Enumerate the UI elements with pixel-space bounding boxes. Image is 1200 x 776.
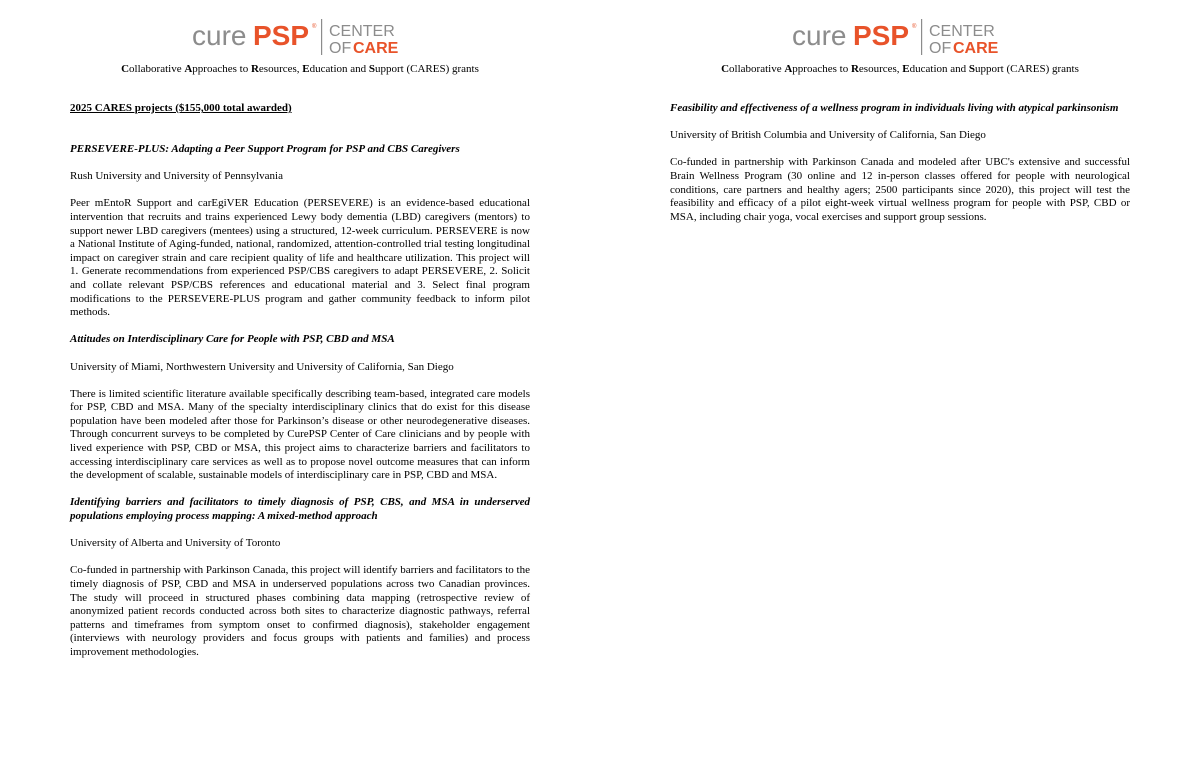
logo-center-text: CENTER xyxy=(929,23,995,40)
tagline-initial: E xyxy=(302,63,310,75)
project-block xyxy=(70,496,530,659)
project-description: Co-funded in partnership with Parkinson Canada, this project will identify barriers and facilitators to the timely diagnosis of PSP, CBD and MSA in underserved populations across two Canadian provinces. The study will proceed in structured phases combining data mapping (retrospective review of anonymized patient records conducted across both sites to characterize diagnostic pathways, referral patterns and timeframes from symptom onset to confirmed diagnosis), stakeholder engagement (interviews with neurology providers and focus groups with patients and families) and process improvement methodologies. xyxy=(70,564,530,658)
tagline-word: pproaches to xyxy=(792,63,851,75)
tagline-word: esources, xyxy=(858,63,903,75)
logo-divider xyxy=(921,19,922,55)
project-block xyxy=(70,143,530,320)
project-institutions: University of Alberta and University of Toronto xyxy=(70,537,281,550)
project-block xyxy=(70,333,530,483)
project-institutions: University of Miami, Northwestern University and University of California, San Diego xyxy=(70,360,454,373)
logo-center-text: CENTER xyxy=(329,23,395,40)
project-institutions: University of British Columbia and University of California, San Diego xyxy=(670,129,986,142)
cares-tagline xyxy=(600,62,1200,76)
left-page-content xyxy=(70,102,530,660)
logo-divider xyxy=(321,19,322,55)
tagline-word: pproaches to xyxy=(192,63,251,75)
tagline-word: upport (CARES) grants xyxy=(375,63,479,75)
logo-psp-text: PSP xyxy=(853,20,910,51)
project-description: Peer mEntoR Support and carEgiVER Education (PERSEVERE) is an evidence-based educational intervention that recruits and trains experienced Lewy body dementia (LBD) caregivers (mentors) to support newer LBD caregivers (mentees) using a structured, 12-week curriculum. PERSEVERE is now a National Institute of Aging-funded, national, randomized, attention-controlled trial testing longitudinal impact on caregiver strain and care recipient quality of life and healthcare utilization. This project will 1. Generate recommendations from experienced PSP/CBS caregivers to adapt PERSEVERE, 2. Solicit and collate relevant PSP/CBS references and educational material and 3. Select final program modifications to the PERSEVERE-PLUS program and gather community feedback to inform pilot methods. xyxy=(70,197,530,319)
tagline-word: esources, xyxy=(258,63,303,75)
logo-registered-mark: ® xyxy=(312,24,317,30)
project-description: There is limited scientific literature available specifically describing team-based, integrated care models for PSP, CBD and MSA. Many of the specialty interdisciplinary clinics that do exist for this disease population have been modeled after those for Parkinson’s disease or other neurodegenerative diseases. Through concurrent surveys to be completed by CurePSP Center of Care clinicians and by people with lived experience with PSP, CBD or MSA, this project aims to characterize barriers and facilitators to accessing interdisciplinary care services as well as to propose novel outcome measures that can inform the development of scalable, sustainable models of interdisciplinary care in PSP, CBD and MSA. xyxy=(70,387,530,482)
logo-care-text: CARE xyxy=(353,40,399,57)
project-description: Co-funded in partnership with Parkinson Canada and modeled after UBC's extensive and successful Brain Wellness Program (30 online and 12 in-person classes offered for people with neurological conditions, care partners and healthy agers; 2500 participants since 2020), this project will test the feasibility and efficacy of a pilot eight-week virtual wellness program for people with PSP, CBD or MSA, including chair yoga, vocal exercises and support group sessions. xyxy=(670,156,1130,223)
tagline-initial: A xyxy=(784,63,793,75)
logo-psp-text: PSP xyxy=(253,20,310,51)
tagline-word: ducation and xyxy=(909,63,969,75)
tagline-initial: S xyxy=(968,63,976,75)
page-right xyxy=(600,0,1200,776)
logo-of-text: OF xyxy=(929,40,952,57)
logo-care-text: CARE xyxy=(953,40,999,57)
tagline-initial: R xyxy=(850,63,859,75)
curepsp-center-of-care-logo xyxy=(192,18,407,58)
tagline-word: ducation and xyxy=(309,63,369,75)
logo-registered-mark: ® xyxy=(912,24,917,30)
cares-tagline xyxy=(0,62,600,76)
project-title: Attitudes on Interdisciplinary Care for People with PSP, CBD and MSA xyxy=(70,333,395,346)
logo-graphic xyxy=(192,18,407,58)
project-block xyxy=(670,102,1130,224)
logo-cure-text: cure xyxy=(192,20,247,51)
tagline-word: ollaborative xyxy=(729,63,785,75)
section-heading: 2025 CARES projects ($155,000 total awarded) xyxy=(70,102,292,114)
curepsp-center-of-care-logo xyxy=(792,18,1007,58)
logo-cure-text: cure xyxy=(792,20,847,51)
tagline-word: ollaborative xyxy=(129,63,185,75)
tagline-initial: C xyxy=(121,63,130,75)
tagline-initial: C xyxy=(721,63,730,75)
project-institutions: Rush University and University of Pennsylvania xyxy=(70,170,283,183)
project-title: PERSEVERE-PLUS: Adapting a Peer Support Program for PSP and CBS Caregivers xyxy=(70,143,460,155)
logo-graphic xyxy=(792,18,1007,58)
right-page-content xyxy=(670,102,1130,224)
project-title: Identifying barriers and facilitators to timely diagnosis of PSP, CBS, and MSA in underserved populations employing process mapping: A mixed-method approach xyxy=(70,496,530,523)
tagline-word: upport (CARES) grants xyxy=(975,63,1079,75)
project-title: Feasibility and effectiveness of a wellness program in individuals living with atypical parkinsonism xyxy=(670,102,1119,114)
logo-of-text: OF xyxy=(329,40,352,57)
tagline-initial: E xyxy=(902,63,910,75)
tagline-initial: A xyxy=(184,63,193,75)
tagline-initial: R xyxy=(250,63,259,75)
tagline-initial: S xyxy=(368,63,376,75)
